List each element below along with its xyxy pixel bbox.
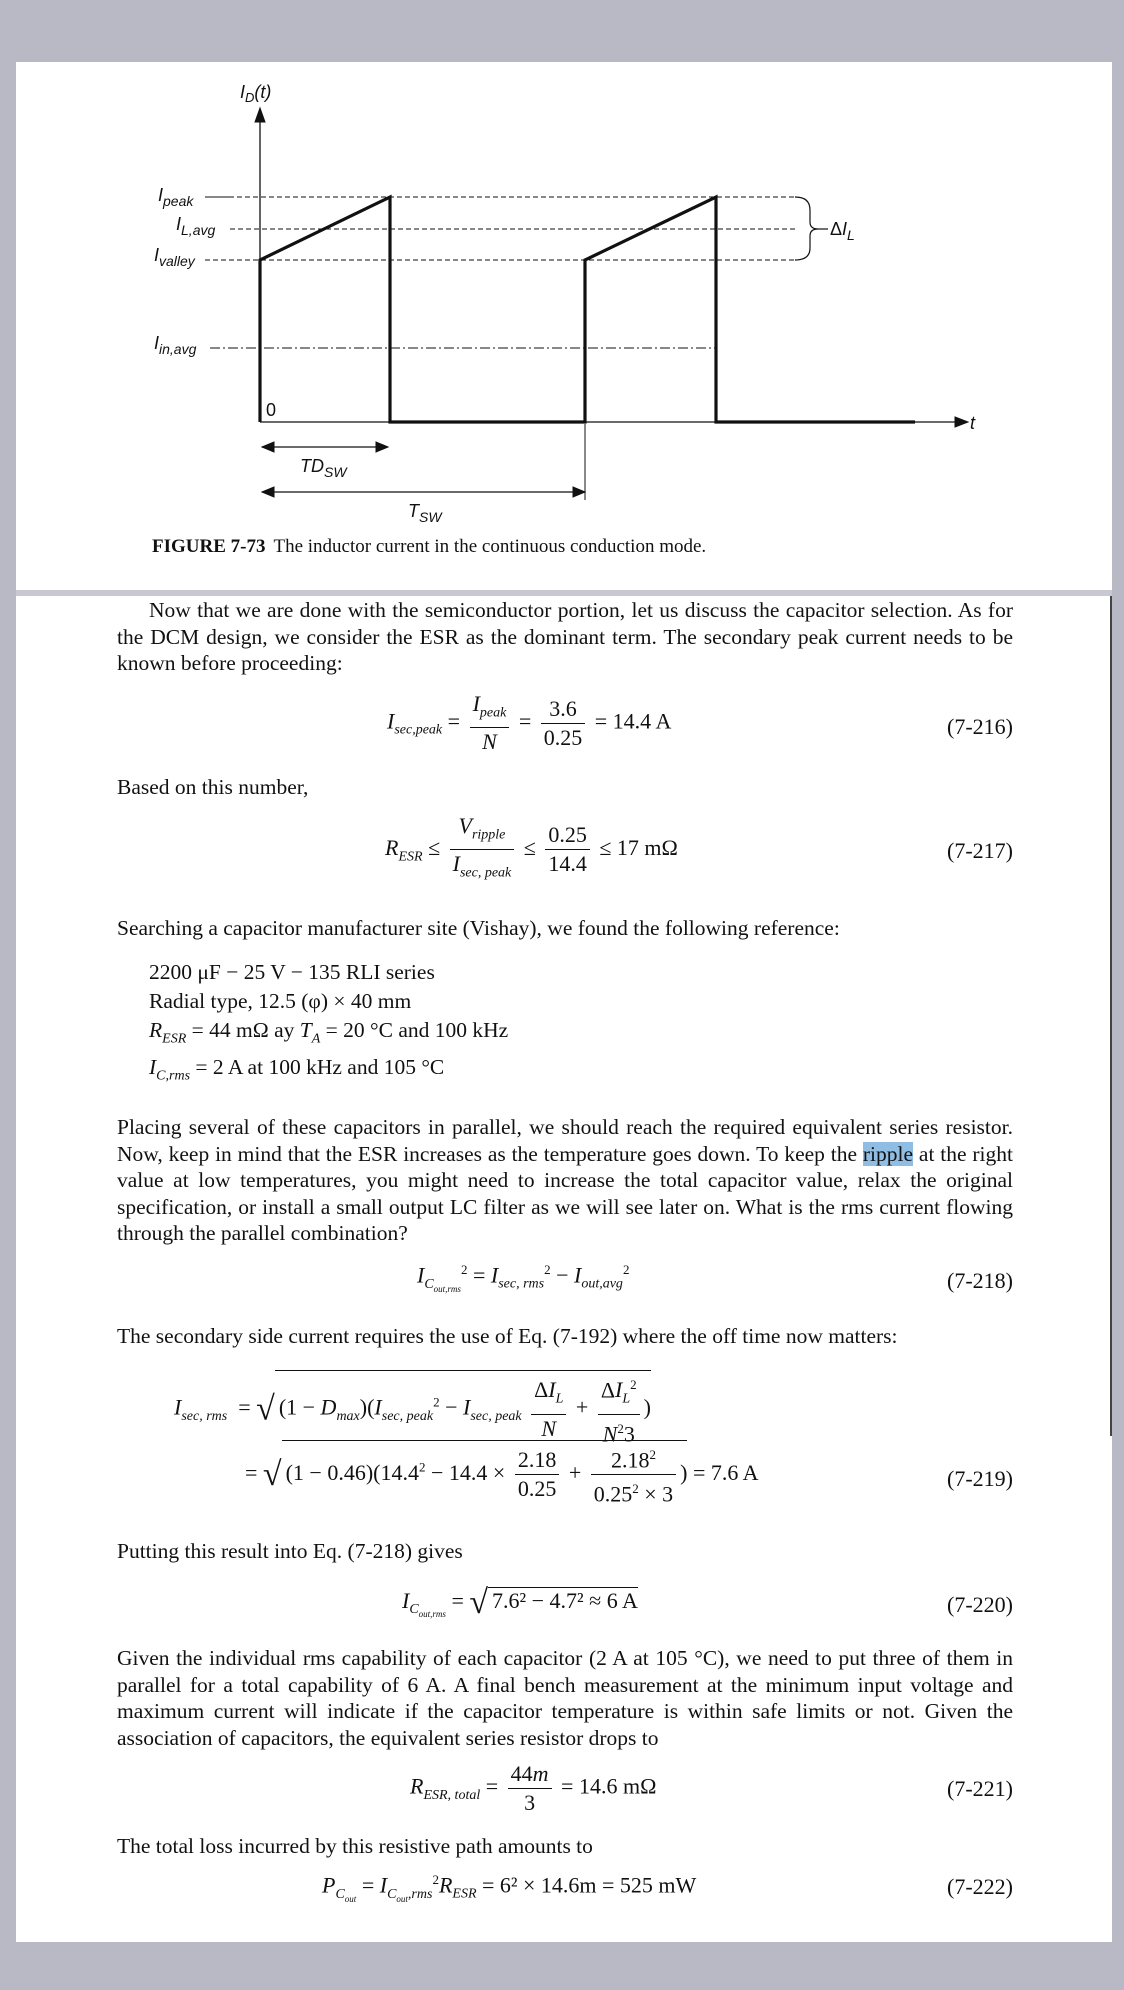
eq-number: (7-218): [947, 1268, 1013, 1293]
eq-number: (7-216): [947, 714, 1013, 739]
current-waveform: [260, 197, 915, 422]
label-ivalley: $I_{valley}$: [154, 245, 195, 269]
eq-number: (7-220): [947, 1592, 1013, 1617]
equation-7-217: $R_{ESR}$ ≤ $\frac{V_{ripple}}{I_{sec, peak}}$ ≤ $\frac{0.25}{14.4}$ ≤ 17 mΩ (7-217): [385, 813, 1013, 881]
paragraph-8: The total loss incurred by this resistive path amounts to: [117, 1834, 593, 1858]
label-tsw: $T_{SW}$: [408, 501, 442, 525]
equation-7-219: $I_{sec, rms}$ = √ $(1 - D_{max})(I_{sec, peak}^2 - I_{sec, peak}$ $\frac{\Delta I_L}{N}$ + $\frac{\Delta I_L^2}{N^23}$ ) = √ $(1 - 0.46)(14.4^2 - 14.4$ × $\frac{2.18}{0.25}$ + $\frac{2.18^2}{0.25^2 \times 3}$ ) = 7.6 A (7-219): [117, 1370, 1013, 1500]
eq-220-result: 7.6² − 4.7² ≈ 6 A: [488, 1587, 638, 1614]
inductor-current-figure: [0, 62, 1124, 592]
paragraph-4: Placing several of these capacitors in parallel, we should reach the required equivalent series resistor. Now, keep in mind that the ESR increases as the temperature goes down. To keep the ripple at the right value at low temperatures, you might need to increase the total capacitor value, relax the original specification, or install a small output LC filter as we will see later on. What is the rms current flowing through the parallel combination?: [117, 1115, 1013, 1245]
eq-number: (7-222): [947, 1874, 1013, 1899]
paragraph-1: Now that we are done with the semiconductor portion, let us discuss the capacitor selection. As for the DCM design, we consider the ESR as the dominant term. The secondary peak current needs to be known before proceeding:: [117, 598, 1013, 675]
eq-number: (7-221): [947, 1776, 1013, 1801]
label-zero: 0: [266, 400, 277, 420]
paragraph-3: Searching a capacitor manufacturer site (Vishay), we found the following reference:: [117, 916, 840, 940]
delta-il-brace: [795, 197, 818, 260]
capacitor-reference: [149, 958, 508, 1091]
equation-7-220: $I_{C_{out,rms}}$ = √ 7.6² − 4.7² ≈ 6 A (7-220): [402, 1584, 1013, 1621]
eq-222-result: = 6² × 14.6m = 525 mW: [482, 1872, 697, 1898]
label-ilavg: $I_{L,avg}$: [176, 214, 216, 238]
label-tdsw: $TD_{SW}$: [300, 456, 347, 480]
label-delta-il: $\Delta I_L$: [830, 219, 855, 243]
figure-caption: [152, 536, 706, 558]
paragraph-2: Based on this number,: [117, 775, 309, 799]
paragraph-7: Given the individual rms capability of each capacitor (2 A at 105 °C), we need to put three of them in parallel for a total capability of 6 A. A final bench measurement at the minimum input voltage and maximum current will indicate if the capacitor temperature is within safe limits or not. Given the association of capacitors, the equivalent series resistor drops to: [117, 1646, 1013, 1750]
ref-line-1: 2200 μF − 25 V − 135 RLI series: [149, 960, 435, 984]
y-axis-label: $I_D(t)$: [240, 82, 272, 105]
highlighted-word[interactable]: ripple: [862, 1141, 914, 1166]
caption-label: FIGURE 7-73: [152, 536, 266, 557]
label-inavg: $I_{in,avg}$: [154, 333, 197, 357]
ref-line-2: Radial type, 12.5 (φ) × 40 mm: [149, 989, 412, 1013]
label-t: t: [970, 413, 976, 433]
label-ipeak: $I_{peak}$: [158, 185, 194, 209]
paragraph-6: Putting this result into Eq. (7-218) gives: [117, 1539, 463, 1563]
eq-number: (7-219): [947, 1466, 1013, 1491]
equation-7-218: $I_{C_{out,rms}}^2 = I_{sec, rms}^2 - I_{out,avg}^2$ (7-218): [417, 1262, 1013, 1294]
equation-7-221: $R_{ESR, total}$ = $\frac{44m}{3}$ = 14.6 mΩ (7-221): [410, 1761, 1013, 1815]
eq-219-result: = 7.6 A: [692, 1459, 759, 1485]
page-edge: [1110, 596, 1112, 1436]
caption-text: The inductor current in the continuous conduction mode.: [273, 536, 707, 557]
y-axis-arrow: [255, 108, 265, 122]
eq-221-result: = 14.6 mΩ: [561, 1773, 657, 1799]
ref-line-4: $I_{C,rms} = 2$ A at 100 kHz and 105 °C: [149, 1055, 445, 1084]
equation-7-216: $I_{sec,peak}$ = $\frac{I_{peak}}{N}$ = $\frac{3.6}{0.25}$ = 14.4 A (7-216): [387, 691, 1013, 755]
equation-7-222: $P_{C_{out}} = I_{C_{out},rms}^2R_{ESR} = 6^2 \times 14.6m = 525$ mW (7-222): [322, 1872, 1013, 1904]
x-axis-arrow: [955, 417, 968, 427]
eq-number: (7-217): [947, 838, 1013, 863]
ref-line-3: $R_{ESR} = 44$ mΩ ay $T_A = 20$ °C and 100 kHz: [149, 1018, 509, 1047]
paragraph-5: The secondary side current requires the use of Eq. (7-192) where the off time now matters:: [117, 1324, 898, 1348]
